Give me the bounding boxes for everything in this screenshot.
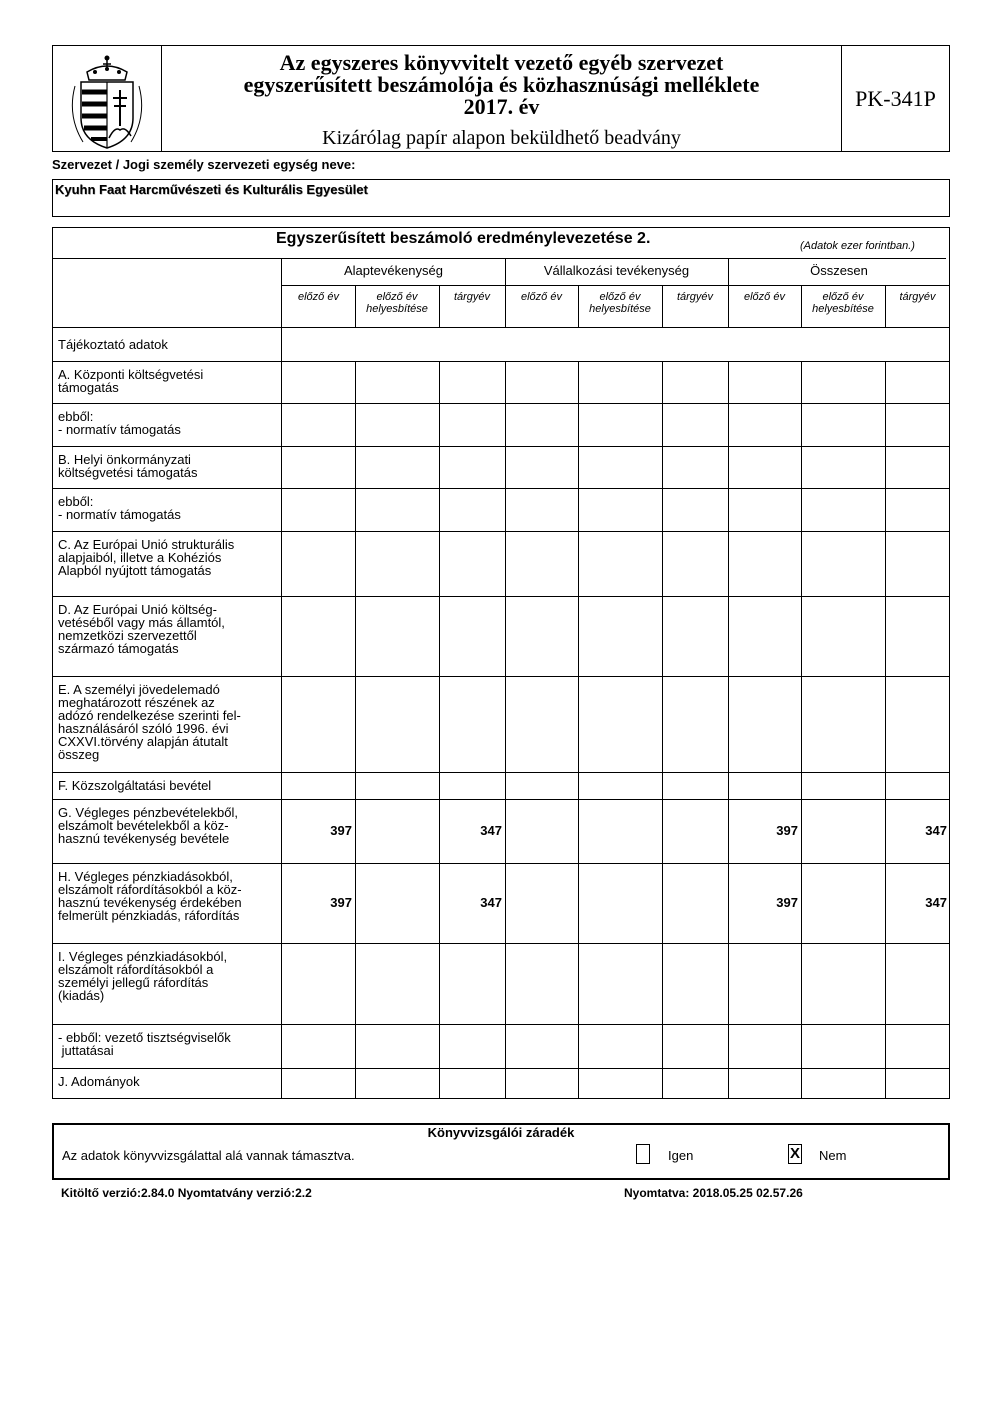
table-row-label [58, 1075, 282, 1088]
subcolumn-header [801, 291, 885, 315]
row-label-line: C. Az Európai Unió strukturális [58, 537, 235, 552]
table-row-divider [53, 676, 950, 677]
form-code: PK-341P [841, 46, 949, 151]
subcolumn-header-line-1: előző év [744, 291, 785, 303]
row-label-line: - normatív támogatás [58, 422, 181, 437]
subcolumn-header [355, 291, 439, 315]
row-label-line: Alapból nyújtott támogatás [58, 563, 212, 578]
subcolumn-header-line-1: előző év [298, 291, 339, 303]
form-title-line-1: Az egyszeres könyvvitelt vezető egyéb szervezet [279, 50, 724, 75]
table-row-label [58, 495, 282, 521]
table-row-divider [53, 446, 950, 447]
row-label-line: adózó rendelkezése szerinti fel- [58, 708, 241, 723]
table-row-label [58, 368, 282, 394]
footer-version: Kitöltő verzió:2.84.0 Nyomtatvány verzió:2.2 [61, 1186, 312, 1200]
column-group-header: Vállalkozási tevékenység [543, 263, 690, 278]
row-label-line: elszámolt ráfordításokból a köz- [58, 882, 242, 897]
column-group-header: Összesen [810, 263, 868, 278]
table-cell-value: 397 [776, 823, 798, 838]
row-label-line: meghatározott részének az [58, 695, 215, 710]
subcolumn-header-line-2: helyesbítése [589, 303, 651, 315]
table-row-label [58, 603, 282, 655]
table-cell-value: 347 [925, 823, 947, 838]
hungarian-coat-of-arms-icon [53, 46, 161, 151]
row-label-line: nemzetközi szervezettől [58, 628, 197, 643]
form-title-block [162, 46, 841, 151]
table-cell-value: 397 [330, 895, 352, 910]
table-divider [801, 361, 802, 1098]
table-cell-value: 397 [776, 895, 798, 910]
table-row-divider [53, 799, 950, 800]
subcolumn-header [885, 291, 950, 303]
table-divider [53, 258, 946, 259]
row-label-line: CXXVI.törvény alapján átutalt [58, 734, 228, 749]
table-row-divider [53, 361, 950, 362]
subcolumn-header [282, 291, 355, 303]
row-label-line: A. Központi költségvetési [58, 367, 204, 382]
table-row-divider [53, 531, 950, 532]
row-label-line: származó támogatás [58, 641, 179, 656]
row-label-line: G. Végleges pénzbevételekből, [58, 805, 238, 820]
info-row-label: Tájékoztató adatok [58, 337, 168, 352]
subcolumn-header [505, 291, 578, 303]
audit-clause-text: Az adatok könyvvizsgálattal alá vannak támasztva. [62, 1148, 355, 1163]
row-label-line: elszámolt bevételekből a köz- [58, 818, 229, 833]
audit-yes-checkbox[interactable] [636, 1144, 650, 1164]
table-divider [439, 361, 440, 1098]
table-title: Egyszerűsített beszámoló eredménylevezetése 2. [276, 230, 651, 247]
row-label-line: B. Helyi önkormányzati [58, 452, 191, 467]
table-row-label [58, 1031, 282, 1057]
audit-yes-label: Igen [668, 1148, 694, 1163]
row-label-line: vetéséből vagy más államtól, [58, 615, 225, 630]
organization-name-field [52, 179, 950, 217]
row-label-line: (kiadás) [58, 988, 105, 1003]
subcolumn-header-line-1: tárgyév [676, 291, 714, 303]
row-label-line: felmerült pénzkiadás, ráfordítás [58, 908, 240, 923]
table-divider [728, 361, 729, 1098]
table-divider [662, 361, 663, 1098]
table-row-label [58, 538, 282, 577]
table-row-label [58, 683, 282, 761]
table-unit-note: (Adatok ezer forintban.) [800, 240, 915, 252]
table-row-divider [53, 488, 950, 489]
row-label-line: J. Adományok [58, 1074, 140, 1089]
row-label-line: személyi jellegű ráfordítás [58, 975, 209, 990]
row-label-line: ebből: [58, 494, 94, 509]
subcolumn-header-line-1: előző év [376, 291, 418, 303]
table-row-divider [53, 772, 950, 773]
row-label-line: H. Végleges pénzkiadásokból, [58, 869, 233, 884]
table-cell-value: 347 [480, 895, 502, 910]
table-divider [53, 327, 950, 328]
footer-print-date: Nyomtatva: 2018.05.25 02.57.26 [624, 1186, 803, 1200]
row-label-line: költségvetési támogatás [58, 465, 198, 480]
row-label-line: I. Végleges pénzkiadásokból, [58, 949, 228, 964]
table-divider [578, 361, 579, 1098]
row-label-line: hasznú tevékenység bevétele [58, 831, 230, 846]
form-header [52, 45, 950, 152]
table-cell-value: 347 [480, 823, 502, 838]
table-row-label [58, 410, 282, 436]
subcolumn-header [439, 291, 505, 303]
table-row-label [58, 806, 282, 845]
row-label-line: F. Közszolgáltatási bevétel [58, 778, 212, 793]
row-label-line: összeg [58, 747, 100, 762]
row-label-line: elszámolt ráfordításokból a [58, 962, 214, 977]
form-title-line-2: egyszerűsített beszámolója és közhasznúsági melléklete [243, 72, 760, 97]
row-label-line: E. A személyi jövedelemadó [58, 682, 220, 697]
table-row-divider [53, 1068, 950, 1069]
form-subtitle: Kizárólag papír alapon beküldhető beadvány [322, 127, 681, 149]
row-label-line: - ebből: vezető tisztségviselők [58, 1030, 231, 1045]
subcolumn-header-line-1: tárgyév [899, 291, 936, 303]
table-row-divider [53, 1024, 950, 1025]
subcolumn-header [578, 291, 662, 315]
table-row-label [58, 453, 282, 479]
audit-clause-title: Könyvvizsgálói záradék [427, 1125, 575, 1140]
subcolumn-header-line-1: előző év [521, 291, 562, 303]
table-row-label [58, 950, 282, 1002]
audit-no-label: Nem [819, 1148, 847, 1163]
subcolumn-header-line-1: előző év [599, 291, 641, 303]
table-divider [885, 361, 886, 1098]
row-label-line: támogatás [58, 380, 119, 395]
subcolumn-header [662, 291, 728, 303]
subcolumn-header-line-1: előző év [822, 291, 864, 303]
table-cell-value: 397 [330, 823, 352, 838]
table-row-divider [53, 596, 950, 597]
table-row-label [58, 870, 282, 922]
table-row-divider [53, 863, 950, 864]
table-cell-value: 347 [925, 895, 947, 910]
organization-name: Kyuhn Faat Harcművészeti és Kulturális Egyesület [55, 182, 368, 197]
row-label-line: hasznú tevékenység érdekében [58, 895, 242, 910]
form-title-year: 2017. év [463, 94, 540, 119]
table-row-divider [53, 943, 950, 944]
subcolumn-header [728, 291, 801, 303]
row-label-line: - normatív támogatás [58, 507, 181, 522]
table-divider [505, 361, 506, 1098]
subcolumn-header-line-2: helyesbítése [366, 303, 428, 315]
table-divider [355, 361, 356, 1098]
row-label-line: ebből: [58, 409, 94, 424]
table-row-label [58, 779, 282, 792]
row-label-line: alapjaiból, illetve a Kohéziós [58, 550, 222, 565]
table-divider [282, 285, 950, 286]
row-label-line: D. Az Európai Unió költség- [58, 602, 217, 617]
subcolumn-header-line-1: tárgyév [453, 291, 491, 303]
audit-no-checkbox[interactable]: X [789, 1145, 800, 1162]
crest-cell [53, 46, 162, 151]
row-label-line: juttatásai [58, 1043, 114, 1058]
organization-label: Szervezet / Jogi személy szervezeti egység neve: [52, 157, 356, 172]
table-row-divider [53, 403, 950, 404]
column-group-header: Alaptevékenység [343, 263, 443, 278]
subcolumn-header-line-2: helyesbítése [812, 303, 874, 315]
row-label-line: használásáról szóló 1996. évi [58, 721, 229, 736]
